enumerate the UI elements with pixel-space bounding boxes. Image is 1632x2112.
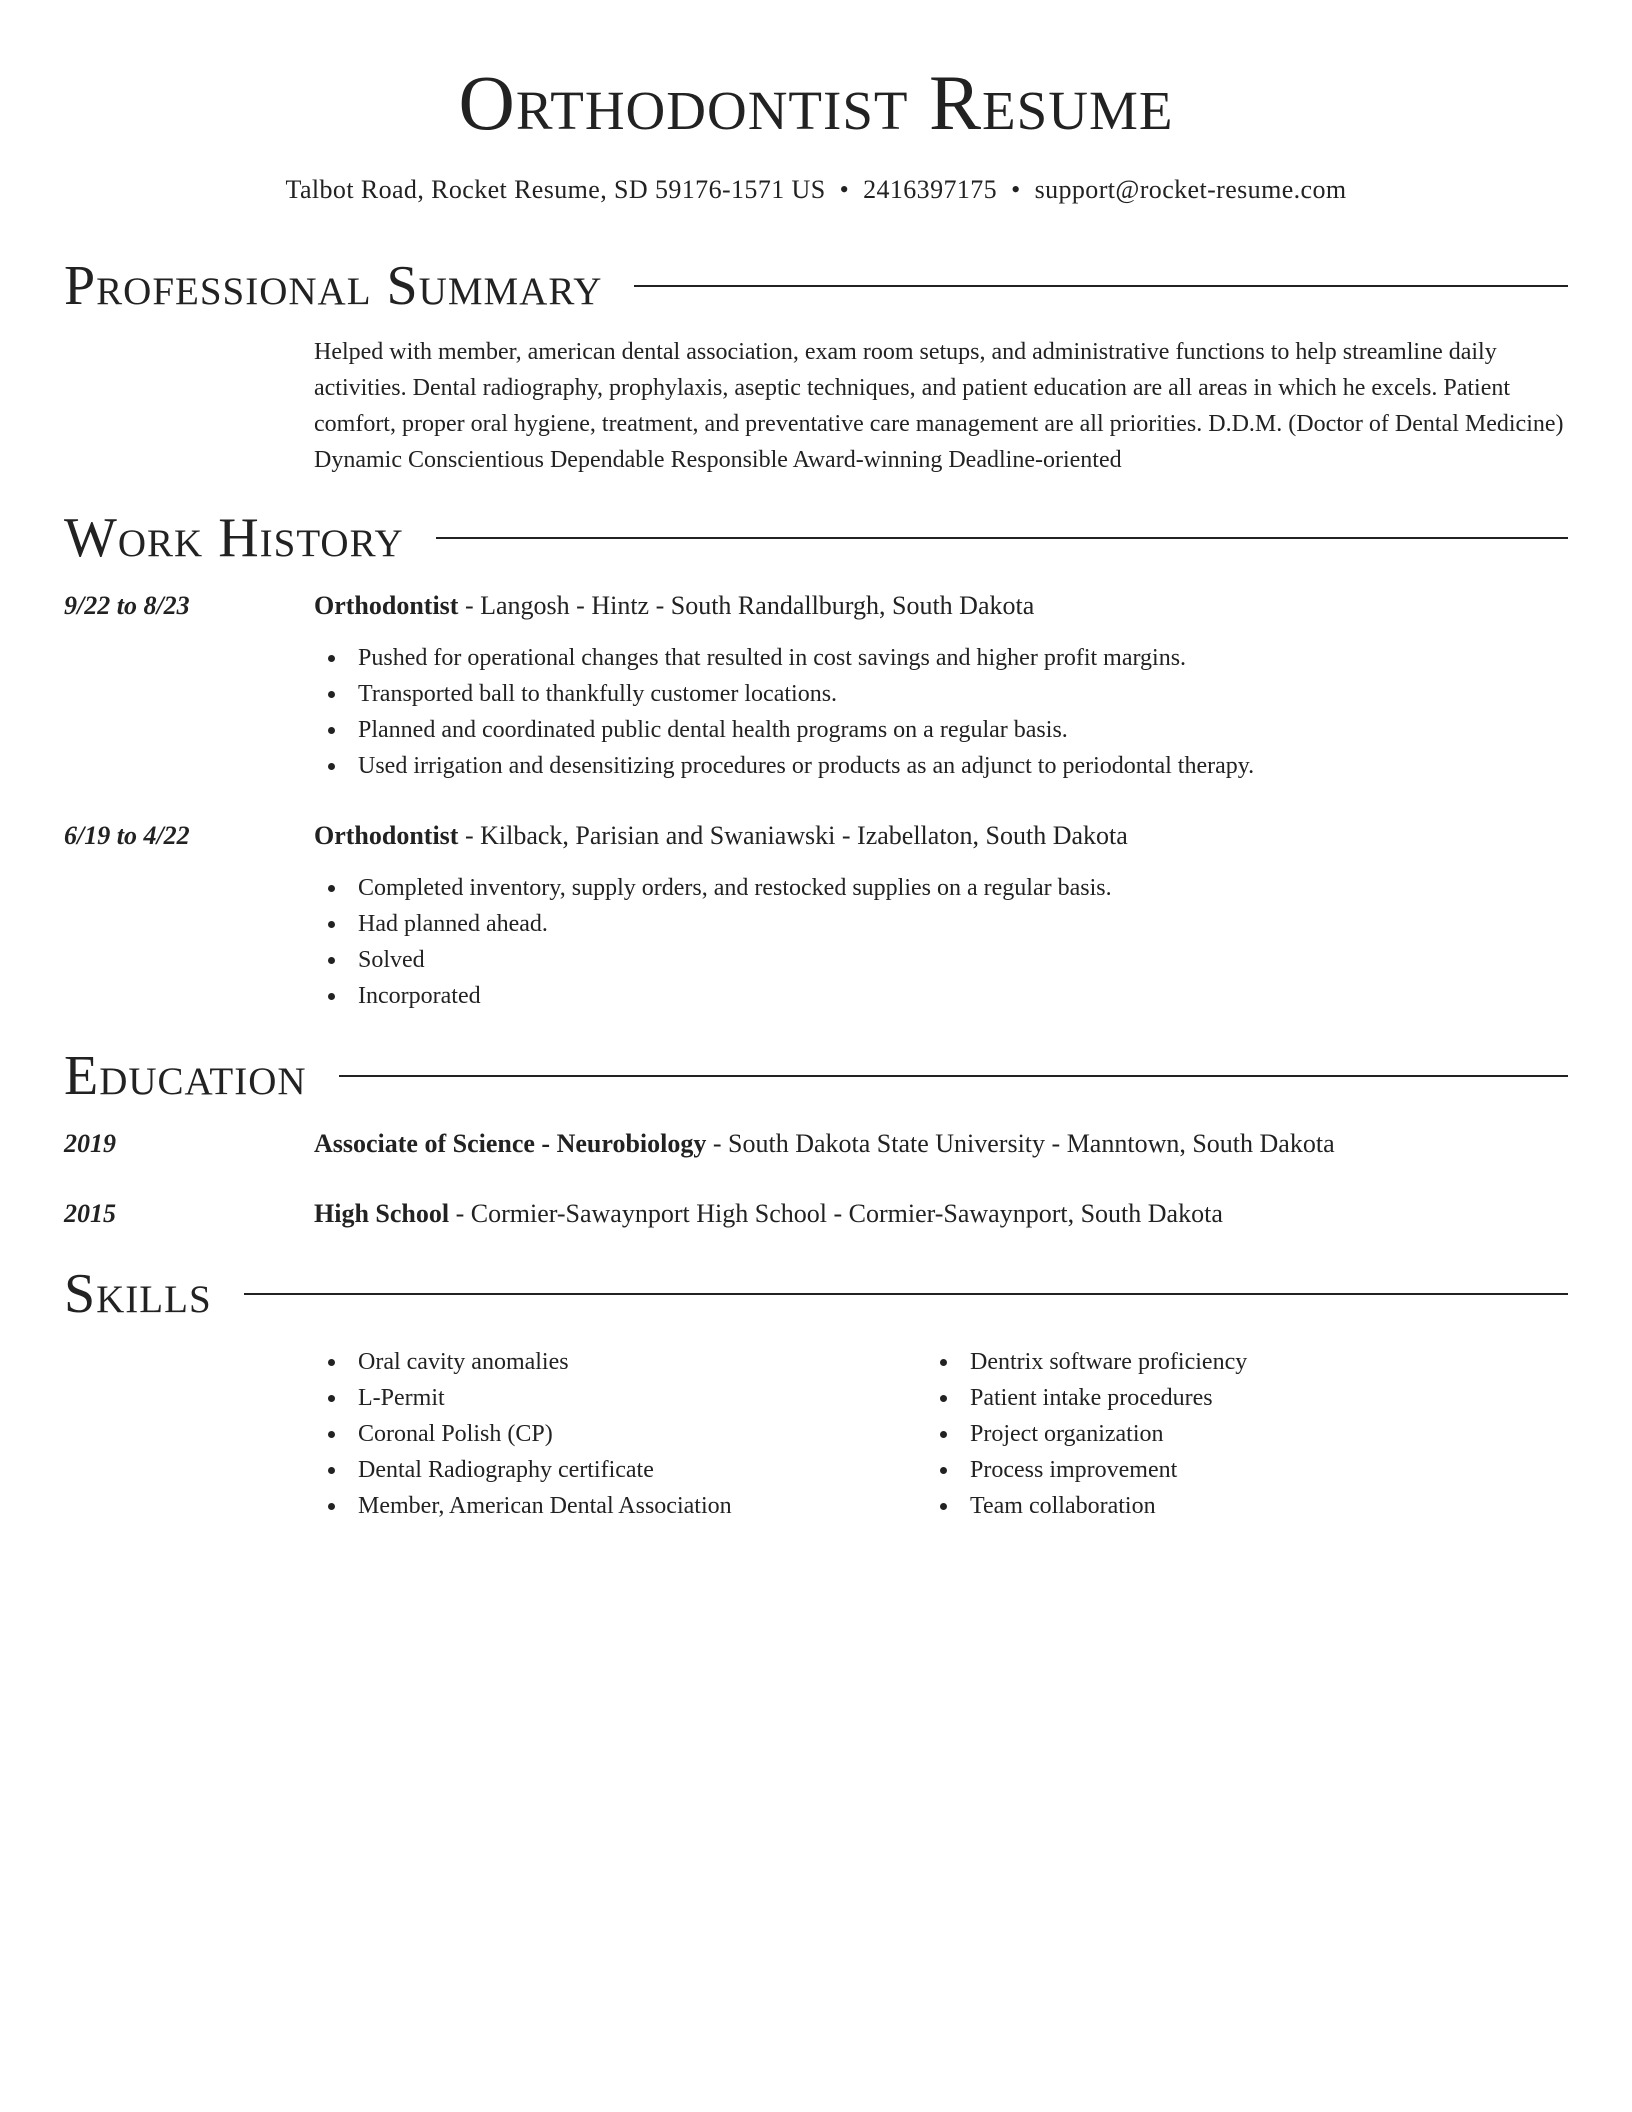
bullet-text: Transported ball to thankfully customer locations. [358,681,838,707]
bullet-icon [328,727,335,734]
list-item [358,978,1568,1014]
list-item [970,1488,1540,1524]
summary-text: Helped with member, american dental association, exam room setups, and administrative functions to help streamline daily activities. Dental radiography, prophylaxis, aseptic techniques, and patient education are all areas in which he excels. Patient comfort, proper oral hygiene, treatment, and preventative care management are all priorities. D.D.M. (Doctor of Dental Medicine) Dynamic Conscientious Dependable Responsible Award-winning Deadline-oriented [314,339,1564,473]
list-item [358,1488,928,1524]
education-year: 2019 [64,1129,116,1158]
contact-separator: • [1011,175,1021,204]
bullet-text: Incorporated [358,983,481,1009]
section-title-summary: Professional Summary [64,255,603,317]
bullet-icon [328,921,335,928]
resume-title: Orthodontist Resume [458,59,1174,146]
bullet-text: Pushed for operational changes that resulted in cost savings and higher profit margins. [358,645,1187,671]
job-heading [314,588,1568,624]
section-header-education [64,1044,1568,1108]
bullet-icon [328,885,335,892]
bullet-icon [328,1359,335,1366]
bullet-icon [940,1359,947,1366]
bullet-icon [328,763,335,770]
bullet-icon [940,1395,947,1402]
job-title: Orthodontist [314,591,459,620]
bullet-icon [328,1503,335,1510]
list-item [358,712,1568,748]
bullet-icon [328,655,335,662]
section-divider [634,285,1568,287]
education-details: - Cormier-Sawaynport High School - Cormier-Sawaynport, South Dakota [449,1199,1223,1228]
bullet-icon [940,1431,947,1438]
education-details: - South Dakota State University - Manntown, South Dakota [706,1129,1335,1158]
list-item [358,1416,928,1452]
skills-list-right [926,1344,1540,1524]
bullet-text: Solved [358,947,425,973]
list-item [970,1344,1540,1380]
list-item [358,640,1568,676]
skill-text: Oral cavity anomalies [358,1349,569,1375]
job-details: - Kilback, Parisian and Swaniawski - Izabellaton, South Dakota [458,821,1128,850]
job-dates: 9/22 to 8/23 [64,591,190,620]
list-item [970,1416,1540,1452]
list-item [358,1452,928,1488]
bullet-icon [328,1395,335,1402]
job-bullets [314,640,1568,784]
list-item [358,1380,928,1416]
bullet-text: Planned and coordinated public dental health programs on a regular basis. [358,717,1068,743]
list-item [358,870,1568,906]
bullet-icon [328,957,335,964]
bullet-icon [328,993,335,1000]
list-item [970,1452,1540,1488]
section-header-skills [64,1262,1568,1326]
list-item [358,1344,928,1380]
education-degree: High School [314,1199,450,1228]
job-title: Orthodontist [314,821,459,850]
section-header-work-history [64,506,1568,570]
skill-text: Dental Radiography certificate [358,1457,654,1483]
contact-email: support@rocket-resume.com [1034,175,1347,204]
bullet-icon [328,691,335,698]
skill-text: Member, American Dental Association [358,1493,732,1519]
education-year: 2015 [64,1199,116,1228]
contact-address: Talbot Road, Rocket Resume, SD 59176-1571 US [285,175,826,204]
list-item [358,942,1568,978]
bullet-icon [940,1503,947,1510]
section-title-work-history: Work History [64,507,404,569]
education-heading [314,1126,1568,1162]
bullet-text: Had planned ahead. [358,911,548,937]
job-heading [314,818,1568,854]
list-item [970,1380,1540,1416]
list-item [358,676,1568,712]
list-item [358,748,1568,784]
skill-text: Team collaboration [970,1493,1156,1519]
bullet-text: Completed inventory, supply orders, and restocked supplies on a regular basis. [358,875,1112,901]
bullet-icon [328,1467,335,1474]
skill-text: Dentrix software proficiency [970,1349,1248,1375]
list-item [358,906,1568,942]
bullet-icon [328,1431,335,1438]
skill-text: Coronal Polish (CP) [358,1421,553,1447]
section-divider [339,1075,1568,1077]
section-divider [244,1293,1568,1295]
education-heading [314,1196,1568,1232]
skill-text: L-Permit [358,1385,445,1411]
skill-text: Patient intake procedures [970,1385,1213,1411]
section-divider [436,537,1568,539]
section-header-summary [64,254,1568,318]
contact-separator: • [839,175,850,204]
bullet-icon [940,1467,947,1474]
section-title-education: Education [64,1045,307,1107]
contact-line [64,172,1568,208]
section-title-skills: Skills [64,1263,212,1325]
skills-list-left [314,1344,928,1524]
education-degree: Associate of Science - Neurobiology [314,1129,707,1158]
bullet-text: Used irrigation and desensitizing procedures or products as an adjunct to periodontal therapy. [358,753,1255,779]
job-details: - Langosh - Hintz - South Randallburgh, South Dakota [458,591,1035,620]
contact-phone: 2416397175 [863,175,998,204]
skill-text: Project organization [970,1421,1164,1447]
job-bullets [314,870,1568,1014]
job-dates: 6/19 to 4/22 [64,821,190,850]
skill-text: Process improvement [970,1457,1178,1483]
